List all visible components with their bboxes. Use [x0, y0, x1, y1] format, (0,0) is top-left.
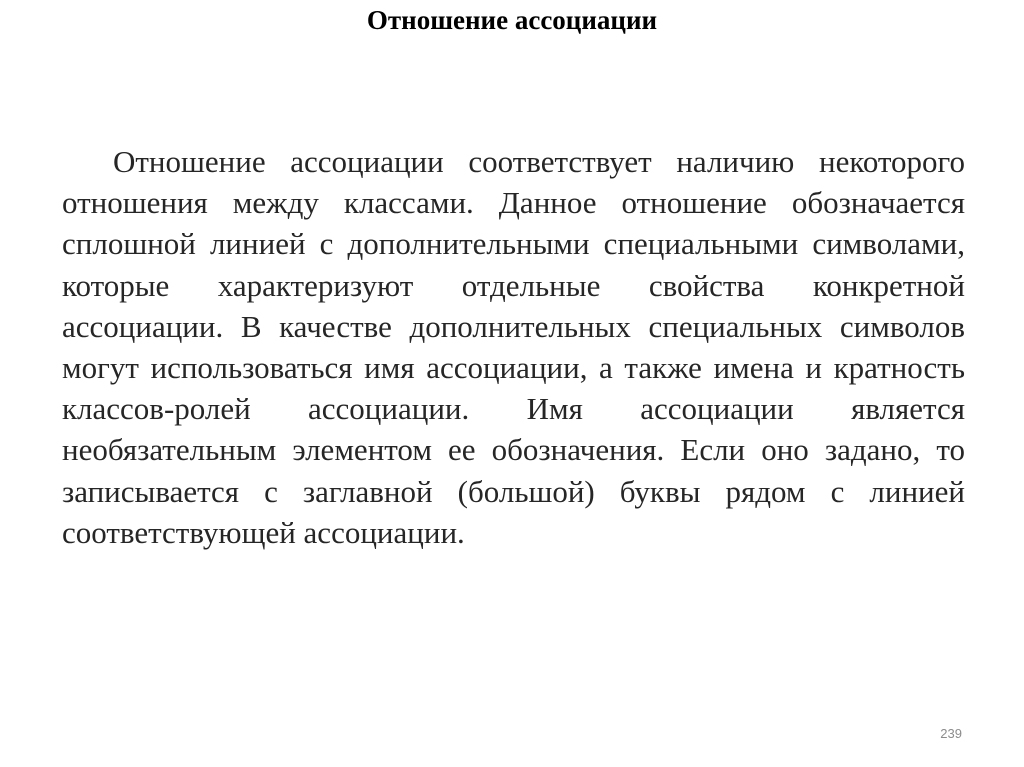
- slide-title: Отношение ассоциации: [366, 5, 658, 35]
- page-number: 239: [940, 726, 962, 741]
- body-paragraph: Отношение ассоциации соответствует наличию некоторого отношения между классами. Данное отношение обозначается сплошной линией с дополнительными специальными символами, которые характеризуют отдельные свойства конкретной ассоциации. В качестве дополнительных специальных символов могут использоваться имя ассоциации, а также имена и кратность классов-ролей ассоциации. Имя ассоциации является необязательным элементом ее обозначения. Если оно задано, то записывается с заглавной (большой) буквы рядом с линией соответствующей ассоциации.: [62, 144, 965, 550]
